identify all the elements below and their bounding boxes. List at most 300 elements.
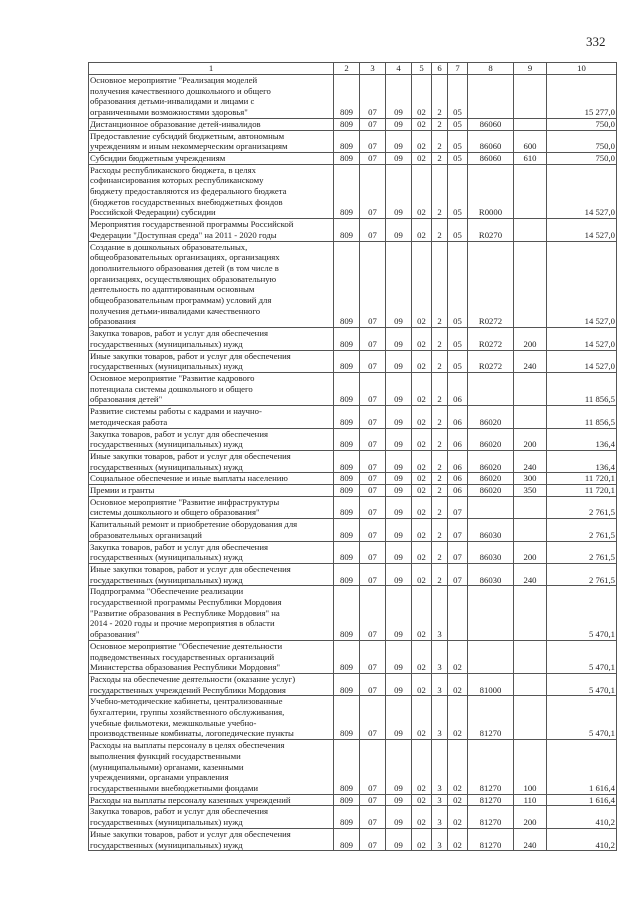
- code-cell: 07: [360, 586, 386, 641]
- code-cell: 07: [360, 152, 386, 164]
- code-cell: [514, 219, 547, 241]
- row-name-cell: Иные закупки товаров, работ и услуг для обеспечения государственных (муниципальных) нужд: [89, 563, 334, 585]
- table-row: [89, 450, 617, 472]
- code-cell: 240: [514, 450, 547, 472]
- code-cell: 09: [386, 541, 412, 563]
- code-cell: 07: [360, 673, 386, 695]
- code-cell: 2: [432, 241, 448, 328]
- amount-cell: 2 761,5: [547, 496, 617, 518]
- code-cell: 07: [360, 740, 386, 795]
- code-cell: 07: [360, 130, 386, 152]
- code-cell: 06: [448, 485, 468, 497]
- table-row: [89, 118, 617, 130]
- code-cell: 09: [386, 794, 412, 806]
- code-cell: 07: [360, 219, 386, 241]
- code-cell: 02: [412, 450, 432, 472]
- code-cell: 2: [432, 473, 448, 485]
- code-cell: 2: [432, 118, 448, 130]
- header-cell: 8: [468, 63, 514, 75]
- code-cell: 3: [432, 640, 448, 673]
- row-name-cell: Основное мероприятие "Обеспечение деятельности подведомственных государственных организаций Министерства образования Республики Мордовия": [89, 640, 334, 673]
- table-row: [89, 152, 617, 164]
- amount-cell: 410,2: [547, 806, 617, 828]
- code-cell: 05: [448, 350, 468, 372]
- code-cell: 05: [448, 152, 468, 164]
- code-cell: 3: [432, 673, 448, 695]
- budget-table: [88, 62, 617, 851]
- code-cell: 07: [448, 563, 468, 585]
- code-cell: 07: [360, 794, 386, 806]
- code-cell: 02: [412, 75, 432, 119]
- row-name-cell: Иные закупки товаров, работ и услуг для обеспечения государственных (муниципальных) нужд: [89, 828, 334, 850]
- amount-cell: 15 277,0: [547, 75, 617, 119]
- code-cell: [448, 586, 468, 641]
- code-cell: 09: [386, 372, 412, 405]
- row-name-cell: Премии и гранты: [89, 485, 334, 497]
- code-cell: 07: [360, 640, 386, 673]
- code-cell: 2: [432, 350, 448, 372]
- code-cell: 809: [334, 794, 360, 806]
- code-cell: [514, 696, 547, 740]
- code-cell: 809: [334, 640, 360, 673]
- header-cell: 10: [547, 63, 617, 75]
- row-name-cell: Расходы на выплаты персоналу казенных учреждений: [89, 794, 334, 806]
- row-name-cell: Создание в дошкольных образовательных, общеобразовательных организациях, организациях дополнительного образования детей (в том числе в организациях, осуществляющих образовательную деятельность по адаптированным основным общеобразовательным программам) условий для получения детьми-инвалидами качественного образования: [89, 241, 334, 328]
- code-cell: 02: [412, 130, 432, 152]
- code-cell: 09: [386, 130, 412, 152]
- amount-cell: 5 470,1: [547, 673, 617, 695]
- code-cell: 350: [514, 485, 547, 497]
- header-cell: 1: [89, 63, 334, 75]
- code-cell: 3: [432, 794, 448, 806]
- code-cell: 02: [412, 428, 432, 450]
- code-cell: 3: [432, 696, 448, 740]
- code-cell: 02: [412, 118, 432, 130]
- table-row: [89, 519, 617, 541]
- table-row: [89, 164, 617, 219]
- code-cell: 809: [334, 152, 360, 164]
- code-cell: 09: [386, 241, 412, 328]
- code-cell: 86020: [468, 485, 514, 497]
- code-cell: [514, 118, 547, 130]
- code-cell: [514, 241, 547, 328]
- code-cell: 02: [448, 794, 468, 806]
- code-cell: 86060: [468, 118, 514, 130]
- amount-cell: 750,0: [547, 152, 617, 164]
- code-cell: 809: [334, 328, 360, 350]
- row-name-cell: Основное мероприятие "Развитие инфраструктуры системы дошкольного и общего образования": [89, 496, 334, 518]
- code-cell: 07: [448, 519, 468, 541]
- code-cell: 05: [448, 75, 468, 119]
- table-header-row: [89, 63, 617, 75]
- code-cell: 06: [448, 473, 468, 485]
- code-cell: 02: [448, 828, 468, 850]
- code-cell: 2: [432, 450, 448, 472]
- code-cell: 809: [334, 428, 360, 450]
- header-cell: 3: [360, 63, 386, 75]
- code-cell: [514, 75, 547, 119]
- code-cell: 09: [386, 586, 412, 641]
- code-cell: 3: [432, 806, 448, 828]
- code-cell: 05: [448, 130, 468, 152]
- code-cell: 07: [360, 406, 386, 428]
- code-cell: 02: [412, 563, 432, 585]
- code-cell: 809: [334, 828, 360, 850]
- code-cell: 809: [334, 75, 360, 119]
- code-cell: 809: [334, 350, 360, 372]
- amount-cell: 14 527,0: [547, 328, 617, 350]
- row-name-cell: Социальное обеспечение и иные выплаты населению: [89, 473, 334, 485]
- code-cell: 02: [412, 485, 432, 497]
- code-cell: 86030: [468, 541, 514, 563]
- code-cell: 02: [412, 241, 432, 328]
- code-cell: 02: [412, 794, 432, 806]
- code-cell: 09: [386, 219, 412, 241]
- code-cell: 07: [360, 118, 386, 130]
- code-cell: 06: [448, 406, 468, 428]
- code-cell: 07: [360, 806, 386, 828]
- code-cell: 809: [334, 219, 360, 241]
- code-cell: 110: [514, 794, 547, 806]
- code-cell: 809: [334, 519, 360, 541]
- code-cell: [468, 372, 514, 405]
- code-cell: 2: [432, 496, 448, 518]
- code-cell: 2: [432, 164, 448, 219]
- code-cell: 2: [432, 519, 448, 541]
- table-row: [89, 350, 617, 372]
- code-cell: 09: [386, 406, 412, 428]
- amount-cell: 11 856,5: [547, 406, 617, 428]
- code-cell: 809: [334, 806, 360, 828]
- amount-cell: 2 761,5: [547, 519, 617, 541]
- amount-cell: 5 470,1: [547, 696, 617, 740]
- amount-cell: 5 470,1: [547, 640, 617, 673]
- code-cell: 07: [448, 541, 468, 563]
- code-cell: 200: [514, 806, 547, 828]
- code-cell: 02: [448, 640, 468, 673]
- code-cell: 809: [334, 740, 360, 795]
- code-cell: 07: [360, 428, 386, 450]
- table-row: [89, 219, 617, 241]
- row-name-cell: Мероприятия государственной программы Российской Федерации "Доступная среда" на 2011 - 2020 годы: [89, 219, 334, 241]
- code-cell: 07: [360, 450, 386, 472]
- code-cell: 809: [334, 118, 360, 130]
- table-row: [89, 406, 617, 428]
- code-cell: [514, 406, 547, 428]
- code-cell: 3: [432, 586, 448, 641]
- code-cell: 240: [514, 563, 547, 585]
- code-cell: 07: [360, 519, 386, 541]
- code-cell: 2: [432, 428, 448, 450]
- code-cell: 07: [360, 496, 386, 518]
- amount-cell: 136,4: [547, 450, 617, 472]
- code-cell: 2: [432, 485, 448, 497]
- code-cell: [468, 75, 514, 119]
- row-name-cell: Субсидии бюджетным учреждениям: [89, 152, 334, 164]
- code-cell: 07: [360, 563, 386, 585]
- code-cell: 09: [386, 450, 412, 472]
- amount-cell: 14 527,0: [547, 164, 617, 219]
- code-cell: 86020: [468, 450, 514, 472]
- amount-cell: 11 720,1: [547, 485, 617, 497]
- code-cell: 07: [360, 164, 386, 219]
- code-cell: 09: [386, 496, 412, 518]
- code-cell: 05: [448, 118, 468, 130]
- code-cell: 07: [360, 241, 386, 328]
- code-cell: 81270: [468, 828, 514, 850]
- code-cell: 809: [334, 496, 360, 518]
- code-cell: 02: [448, 806, 468, 828]
- code-cell: 81000: [468, 673, 514, 695]
- row-name-cell: Учебно-методические кабинеты, централизованные бухгалтерии, группы хозяйственного обслуживания, учебные фильмотеки, межшкольные учебно- производственные комбинаты, логопедические пункты: [89, 696, 334, 740]
- code-cell: 07: [360, 75, 386, 119]
- code-cell: 02: [412, 496, 432, 518]
- row-name-cell: Дистанционное образование детей-инвалидов: [89, 118, 334, 130]
- code-cell: 81270: [468, 696, 514, 740]
- code-cell: 02: [412, 328, 432, 350]
- amount-cell: 750,0: [547, 130, 617, 152]
- code-cell: 809: [334, 485, 360, 497]
- code-cell: [514, 372, 547, 405]
- amount-cell: 14 527,0: [547, 219, 617, 241]
- code-cell: 09: [386, 350, 412, 372]
- code-cell: 3: [432, 740, 448, 795]
- code-cell: 100: [514, 740, 547, 795]
- code-cell: 2: [432, 152, 448, 164]
- code-cell: 240: [514, 828, 547, 850]
- code-cell: [514, 519, 547, 541]
- code-cell: 86020: [468, 473, 514, 485]
- code-cell: 09: [386, 152, 412, 164]
- code-cell: 02: [412, 406, 432, 428]
- row-name-cell: Иные закупки товаров, работ и услуг для обеспечения государственных (муниципальных) нужд: [89, 350, 334, 372]
- code-cell: 09: [386, 806, 412, 828]
- code-cell: 09: [386, 696, 412, 740]
- code-cell: 809: [334, 586, 360, 641]
- amount-cell: 410,2: [547, 828, 617, 850]
- code-cell: 09: [386, 740, 412, 795]
- code-cell: 02: [412, 828, 432, 850]
- amount-cell: 14 527,0: [547, 350, 617, 372]
- code-cell: 2: [432, 219, 448, 241]
- row-name-cell: Расходы республиканского бюджета, в целях софинансирования которых республиканскому бюджету предоставляются из федерального бюджета (бюджетов государственных внебюджетных фондов Российской Федерации) субсидии: [89, 164, 334, 219]
- code-cell: 2: [432, 372, 448, 405]
- amount-cell: 1 616,4: [547, 794, 617, 806]
- code-cell: 81270: [468, 740, 514, 795]
- row-name-cell: Основное мероприятие "Развитие кадрового потенциала системы дошкольного и общего образования детей": [89, 372, 334, 405]
- row-name-cell: Закупка товаров, работ и услуг для обеспечения государственных (муниципальных) нужд: [89, 328, 334, 350]
- code-cell: R0270: [468, 219, 514, 241]
- table-row: [89, 541, 617, 563]
- table-row: [89, 75, 617, 119]
- row-name-cell: Иные закупки товаров, работ и услуг для обеспечения государственных (муниципальных) нужд: [89, 450, 334, 472]
- amount-cell: 1 616,4: [547, 740, 617, 795]
- code-cell: [514, 640, 547, 673]
- header-cell: 2: [334, 63, 360, 75]
- code-cell: 07: [360, 541, 386, 563]
- code-cell: 809: [334, 241, 360, 328]
- header-cell: 7: [448, 63, 468, 75]
- table-row: [89, 563, 617, 585]
- row-name-cell: Капитальный ремонт и приобретение оборудования для образовательных организаций: [89, 519, 334, 541]
- code-cell: 86020: [468, 406, 514, 428]
- table-row: [89, 806, 617, 828]
- code-cell: 81270: [468, 806, 514, 828]
- row-name-cell: Закупка товаров, работ и услуг для обеспечения государственных (муниципальных) нужд: [89, 428, 334, 450]
- code-cell: R0272: [468, 350, 514, 372]
- amount-cell: 2 761,5: [547, 541, 617, 563]
- code-cell: 809: [334, 406, 360, 428]
- code-cell: 07: [360, 328, 386, 350]
- code-cell: [468, 586, 514, 641]
- amount-cell: 5 470,1: [547, 586, 617, 641]
- code-cell: 07: [360, 828, 386, 850]
- code-cell: R0000: [468, 164, 514, 219]
- code-cell: 07: [360, 350, 386, 372]
- code-cell: 86020: [468, 428, 514, 450]
- code-cell: 09: [386, 563, 412, 585]
- table-row: [89, 130, 617, 152]
- code-cell: 07: [448, 496, 468, 518]
- code-cell: 09: [386, 328, 412, 350]
- code-cell: 2: [432, 563, 448, 585]
- code-cell: 86060: [468, 152, 514, 164]
- code-cell: 809: [334, 563, 360, 585]
- code-cell: [514, 673, 547, 695]
- table-row: [89, 241, 617, 328]
- code-cell: 09: [386, 164, 412, 219]
- code-cell: 05: [448, 219, 468, 241]
- table-row: [89, 640, 617, 673]
- row-name-cell: Развитие системы работы с кадрами и научно- методическая работа: [89, 406, 334, 428]
- code-cell: [514, 164, 547, 219]
- code-cell: 02: [412, 152, 432, 164]
- code-cell: 2: [432, 130, 448, 152]
- amount-cell: 11 856,5: [547, 372, 617, 405]
- code-cell: 81270: [468, 794, 514, 806]
- code-cell: 06: [448, 450, 468, 472]
- table-row: [89, 485, 617, 497]
- code-cell: 05: [448, 241, 468, 328]
- page-number: 332: [586, 34, 606, 49]
- code-cell: 300: [514, 473, 547, 485]
- amount-cell: 11 720,1: [547, 473, 617, 485]
- row-name-cell: Подпрограмма "Обеспечение реализации государственной программы Республики Мордовия "Развитие образования в Республике Мордовия" на 2014 - 2020 годы и прочие мероприятия в области образования": [89, 586, 334, 641]
- code-cell: 02: [412, 519, 432, 541]
- code-cell: 05: [448, 328, 468, 350]
- code-cell: 02: [412, 673, 432, 695]
- code-cell: 07: [360, 696, 386, 740]
- code-cell: 09: [386, 473, 412, 485]
- code-cell: R0272: [468, 328, 514, 350]
- code-cell: 09: [386, 640, 412, 673]
- table-row: [89, 372, 617, 405]
- code-cell: 02: [448, 740, 468, 795]
- code-cell: 02: [412, 350, 432, 372]
- code-cell: 02: [412, 164, 432, 219]
- code-cell: 809: [334, 130, 360, 152]
- code-cell: 09: [386, 519, 412, 541]
- code-cell: [468, 496, 514, 518]
- code-cell: 02: [412, 473, 432, 485]
- code-cell: [468, 640, 514, 673]
- code-cell: 600: [514, 130, 547, 152]
- row-name-cell: Основное мероприятие "Реализация моделей получения качественного дошкольного и общего образования детьми-инвалидами и лицами с ограниченными возможностями здоровья": [89, 75, 334, 119]
- code-cell: 02: [412, 806, 432, 828]
- row-name-cell: Расходы на выплаты персоналу в целях обеспечения выполнения функций государственными (муниципальными) органами, казенными учреждениями, органами управления государственными внебюджетными фондами: [89, 740, 334, 795]
- table-row: [89, 473, 617, 485]
- code-cell: 09: [386, 428, 412, 450]
- header-cell: 5: [412, 63, 432, 75]
- code-cell: 02: [412, 541, 432, 563]
- code-cell: 02: [412, 740, 432, 795]
- row-name-cell: Расходы на обеспечение деятельности (оказание услуг) государственных учреждений Республики Мордовия: [89, 673, 334, 695]
- code-cell: 86030: [468, 563, 514, 585]
- header-cell: 4: [386, 63, 412, 75]
- code-cell: 02: [412, 586, 432, 641]
- code-cell: 200: [514, 428, 547, 450]
- code-cell: 02: [448, 673, 468, 695]
- code-cell: 2: [432, 541, 448, 563]
- amount-cell: 750,0: [547, 118, 617, 130]
- amount-cell: 136,4: [547, 428, 617, 450]
- code-cell: 09: [386, 673, 412, 695]
- table-row: [89, 740, 617, 795]
- code-cell: 240: [514, 350, 547, 372]
- code-cell: R0272: [468, 241, 514, 328]
- code-cell: 05: [448, 164, 468, 219]
- code-cell: 06: [448, 428, 468, 450]
- header-cell: 6: [432, 63, 448, 75]
- code-cell: 02: [412, 372, 432, 405]
- code-cell: 200: [514, 328, 547, 350]
- code-cell: 06: [448, 372, 468, 405]
- code-cell: 200: [514, 541, 547, 563]
- code-cell: 09: [386, 828, 412, 850]
- code-cell: 2: [432, 406, 448, 428]
- code-cell: 2: [432, 328, 448, 350]
- code-cell: 07: [360, 372, 386, 405]
- row-name-cell: Предоставление субсидий бюджетным, автономным учреждениям и иным некоммерческим организациям: [89, 130, 334, 152]
- amount-cell: 2 761,5: [547, 563, 617, 585]
- code-cell: 809: [334, 164, 360, 219]
- code-cell: 809: [334, 673, 360, 695]
- code-cell: 09: [386, 118, 412, 130]
- table-row: [89, 428, 617, 450]
- table-row: [89, 673, 617, 695]
- code-cell: 809: [334, 473, 360, 485]
- code-cell: 809: [334, 696, 360, 740]
- code-cell: 3: [432, 828, 448, 850]
- code-cell: 09: [386, 75, 412, 119]
- code-cell: [514, 586, 547, 641]
- table-body: [89, 75, 617, 851]
- header-cell: 9: [514, 63, 547, 75]
- table-row: [89, 586, 617, 641]
- table-row: [89, 328, 617, 350]
- code-cell: 07: [360, 473, 386, 485]
- code-cell: 09: [386, 485, 412, 497]
- table-row: [89, 794, 617, 806]
- row-name-cell: Закупка товаров, работ и услуг для обеспечения государственных (муниципальных) нужд: [89, 806, 334, 828]
- code-cell: 02: [412, 640, 432, 673]
- code-cell: 86030: [468, 519, 514, 541]
- code-cell: 2: [432, 75, 448, 119]
- row-name-cell: Закупка товаров, работ и услуг для обеспечения государственных (муниципальных) нужд: [89, 541, 334, 563]
- code-cell: 07: [360, 485, 386, 497]
- code-cell: 86060: [468, 130, 514, 152]
- code-cell: [514, 496, 547, 518]
